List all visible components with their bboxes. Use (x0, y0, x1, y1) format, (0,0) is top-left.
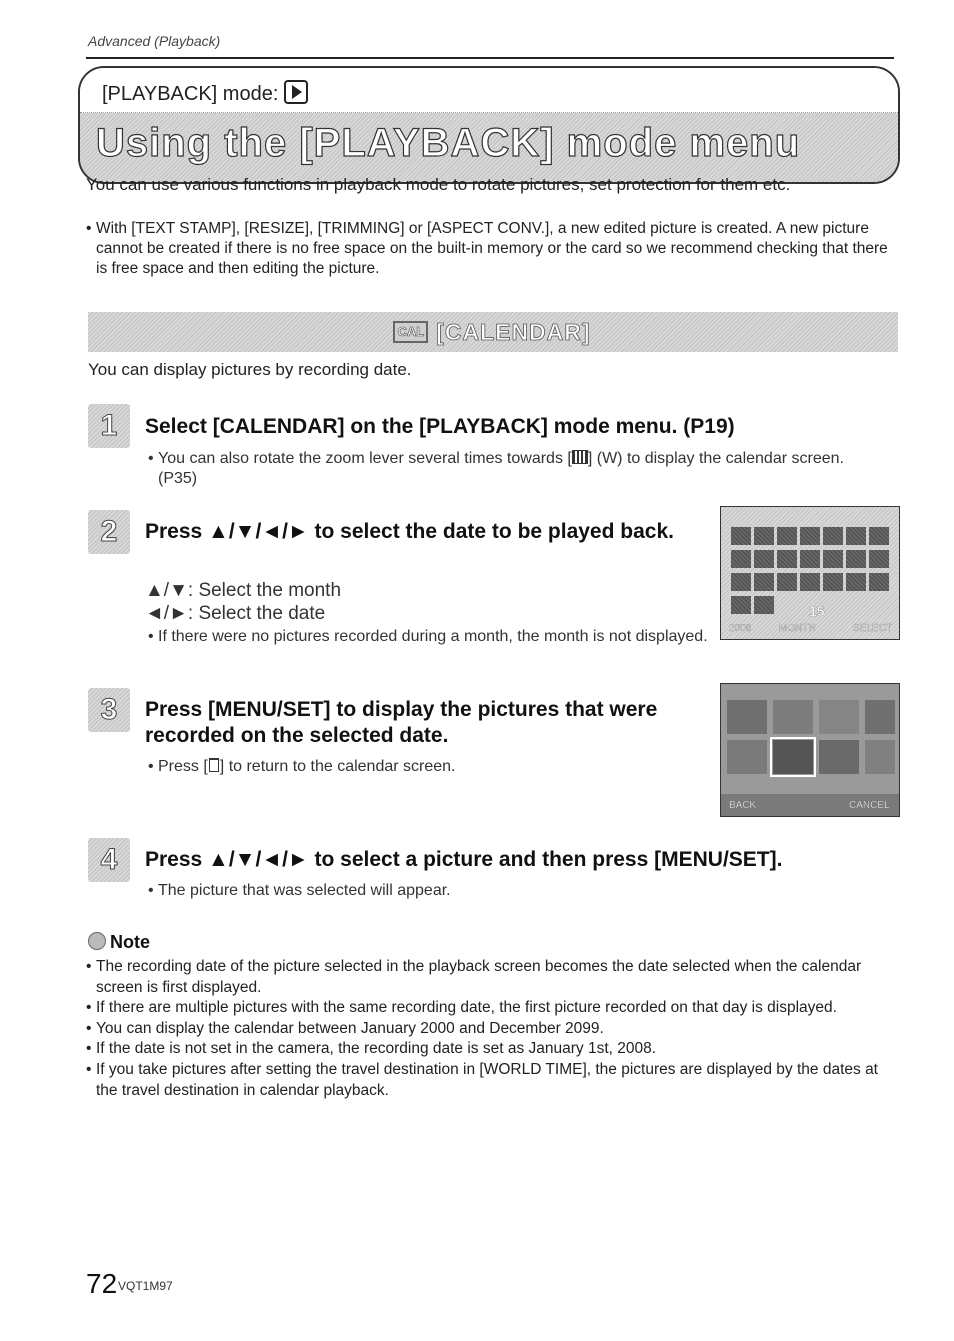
step-2-controls (145, 579, 705, 625)
note-item: • The recording date of the picture selected in the playback screen becomes the date selected when the calendar screen is first displayed. (86, 957, 898, 998)
step-2-title: Press ▲/▼/◄/► to select the date to be played back. (145, 520, 674, 543)
step-2-month-control: ▲/▼: Select the month (145, 580, 342, 601)
pictures-screen-image (720, 683, 900, 817)
zoom-w-icon (572, 450, 588, 464)
step-1-title: Select [CALENDAR] on the [PLAYBACK] mode menu. (P19) (145, 415, 735, 438)
step-3-bullet (148, 757, 708, 777)
step-4-bullet: • The picture that was selected will appear. (148, 881, 848, 901)
step-1-bullet-a: You can also rotate the zoom lever several times towards [ (158, 450, 572, 467)
step-3-number: 3 (100, 693, 118, 726)
intro-bullet-list (86, 219, 898, 279)
mode-label-text: [PLAYBACK] mode: (102, 83, 279, 105)
title-mode-row (80, 68, 898, 113)
calendar-footer-year: 2008 (729, 623, 752, 634)
calendar-section-title: [CALENDAR] (436, 318, 591, 345)
step-1-number: 1 (100, 409, 118, 442)
step-1-bullet (148, 449, 848, 489)
step-3-badge (88, 688, 130, 732)
step-3-bullet-a: Press [ (158, 758, 208, 775)
pictures-footer-back: BACK (729, 800, 757, 811)
step-4-badge (88, 838, 130, 882)
page-number: 72 (86, 1268, 118, 1299)
step-4-bullet-list (148, 881, 848, 901)
step-4-number: 4 (100, 843, 118, 876)
step-1-badge (88, 404, 130, 448)
title-box (78, 66, 900, 184)
note-heading (88, 932, 150, 953)
play-icon (284, 80, 308, 104)
title-banner (80, 113, 898, 182)
note-item: • If there are multiple pictures with the same recording date, the first picture recorded on that day is displayed. (86, 998, 898, 1019)
step-3-bullet-b: ] to return to the calendar screen. (219, 758, 456, 775)
calendar-footer-month: MONTH (779, 623, 816, 634)
intro-text: You can use various functions in playback mode to rotate pictures, set protection for them etc. (86, 175, 791, 194)
page-title: Using the [PLAYBACK] mode menu (96, 121, 801, 165)
calendar-description: You can display pictures by recording date. (88, 360, 412, 379)
step-2-badge (88, 510, 130, 554)
doc-code: VQT1M97 (118, 1279, 173, 1293)
step-1-bullet-b: ] (W) to display the calendar screen. (P35) (158, 450, 844, 487)
calendar-icon: CAL (393, 321, 428, 343)
trash-icon (209, 758, 219, 772)
step-2-date-control: ◄/►: Select the date (145, 603, 326, 624)
calendar-section-heading (394, 316, 590, 348)
header-rule (86, 57, 894, 59)
calendar-selected-day: 15 (809, 603, 825, 619)
calendar-grid (731, 527, 889, 614)
step-2-bullet: • If there were no pictures recorded during a month, the month is not displayed. (148, 627, 708, 647)
step-4-title: Press ▲/▼/◄/► to select a picture and then press [MENU/SET]. (145, 848, 783, 871)
note-item: • If the date is not set in the camera, the recording date is set as January 1st, 2008. (86, 1039, 898, 1060)
note-title: Note (110, 932, 150, 952)
step-3-title: Press [MENU/SET] to display the pictures that were recorded on the selected date. (145, 698, 658, 747)
pictures-footer-cancel: CANCEL (849, 800, 890, 811)
step-2-number: 2 (100, 515, 118, 548)
note-item: • If you take pictures after setting the travel destination in [WORLD TIME], the pictures are displayed by the dates at the travel destination in calendar playback. (86, 1060, 898, 1101)
calendar-screen-image (720, 506, 900, 640)
section-label: Advanced (Playback) (88, 33, 221, 49)
mode-label (102, 80, 308, 106)
note-list (86, 957, 898, 1101)
calendar-section-bar (88, 312, 898, 352)
calendar-footer-select: SELECT (853, 623, 892, 634)
note-item: • You can display the calendar between January 2000 and December 2099. (86, 1019, 898, 1040)
intro-bullet: • With [TEXT STAMP], [RESIZE], [TRIMMING] or [ASPECT CONV.], a new edited picture is created. A new picture cannot be created if there is no free space on the built-in memory or the card so we recommend checking that there is free space and then editing the picture. (86, 219, 898, 279)
step-2-bullet-list (148, 627, 708, 647)
pictures-thumbnails (721, 684, 899, 816)
note-icon (88, 932, 106, 950)
